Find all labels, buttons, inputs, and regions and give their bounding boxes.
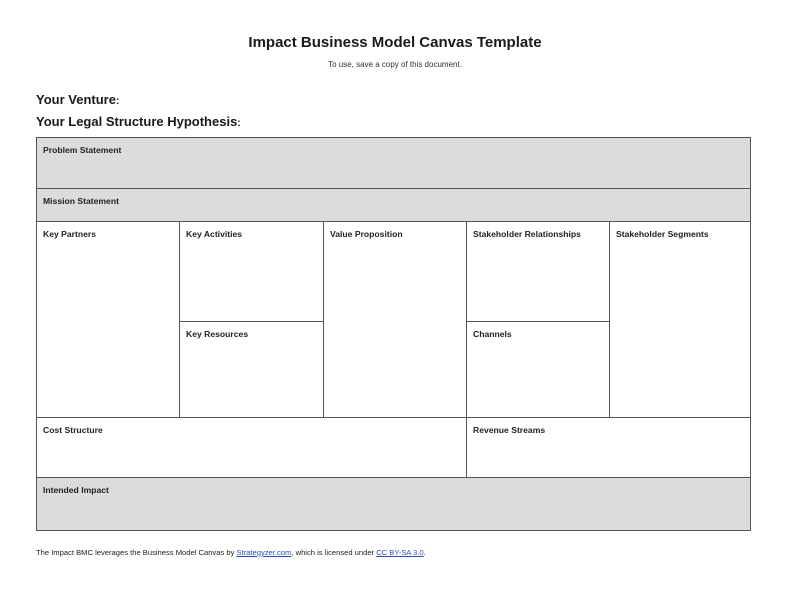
- stakeholder-segments-cell[interactable]: [610, 222, 750, 418]
- intended-impact-label: Intended Impact: [43, 485, 109, 495]
- cost-structure-content[interactable]: [43, 440, 460, 473]
- value-proposition-content[interactable]: [330, 244, 460, 413]
- key-activities-label: Key Activities: [186, 229, 243, 239]
- problem-statement-label: Problem Statement: [43, 145, 122, 155]
- revenue-streams-content[interactable]: [473, 440, 744, 473]
- document-title: Impact Business Model Canvas Template: [248, 34, 542, 51]
- venture-colon: :: [115, 96, 120, 107]
- key-resources-content[interactable]: [186, 344, 317, 413]
- legal-structure-label: Your Legal Structure Hypothesis: [36, 114, 238, 129]
- key-partners-cell[interactable]: [37, 222, 180, 418]
- intended-impact-content[interactable]: [43, 500, 744, 526]
- value-proposition-cell[interactable]: [324, 222, 467, 418]
- revenue-streams-cell[interactable]: [467, 418, 750, 478]
- stakeholder-relationships-cell[interactable]: [467, 222, 610, 322]
- business-model-canvas: [36, 137, 751, 531]
- stakeholder-segments-content[interactable]: [616, 244, 744, 413]
- cost-structure-label: Cost Structure: [43, 425, 103, 435]
- intended-impact-cell[interactable]: [37, 478, 750, 530]
- key-partners-content[interactable]: [43, 244, 173, 413]
- revenue-streams-label: Revenue Streams: [473, 425, 546, 435]
- key-partners-label: Key Partners: [43, 229, 97, 239]
- stakeholder-segments-label: Stakeholder Segments: [616, 229, 709, 239]
- license-link[interactable]: CC BY-SA 3.0: [376, 548, 424, 557]
- problem-statement-content[interactable]: [43, 160, 744, 184]
- document-subtitle: To use, save a copy of this document.: [328, 60, 462, 69]
- key-resources-cell[interactable]: [180, 322, 324, 418]
- mission-statement-cell[interactable]: [37, 189, 750, 222]
- attribution-footer: [36, 548, 426, 557]
- channels-content[interactable]: [473, 344, 603, 413]
- stakeholder-relationships-label: Stakeholder Relationships: [473, 229, 581, 239]
- footer-text-after: .: [423, 548, 426, 557]
- mission-statement-content[interactable]: [43, 211, 744, 217]
- mission-statement-label: Mission Statement: [43, 196, 119, 206]
- legal-structure-colon: :: [237, 118, 241, 129]
- channels-cell[interactable]: [467, 322, 610, 418]
- stakeholder-relationships-content[interactable]: [473, 244, 603, 317]
- key-activities-content[interactable]: [186, 244, 317, 317]
- footer-text-before: The Impact BMC leverages the Business Model Canvas by: [36, 548, 237, 557]
- venture-field[interactable]: [36, 92, 119, 107]
- strategyzer-link[interactable]: Strategyzer.com: [236, 548, 292, 557]
- problem-statement-cell[interactable]: [37, 138, 750, 189]
- channels-label: Channels: [473, 329, 512, 339]
- footer-text-middle: , which is licensed under: [291, 548, 377, 557]
- key-activities-cell[interactable]: [180, 222, 324, 322]
- value-proposition-label: Value Proposition: [330, 229, 403, 239]
- key-resources-label: Key Resources: [186, 329, 249, 339]
- venture-label: Your Venture: [36, 92, 116, 107]
- legal-structure-field[interactable]: [36, 114, 241, 129]
- cost-structure-cell[interactable]: [37, 418, 467, 478]
